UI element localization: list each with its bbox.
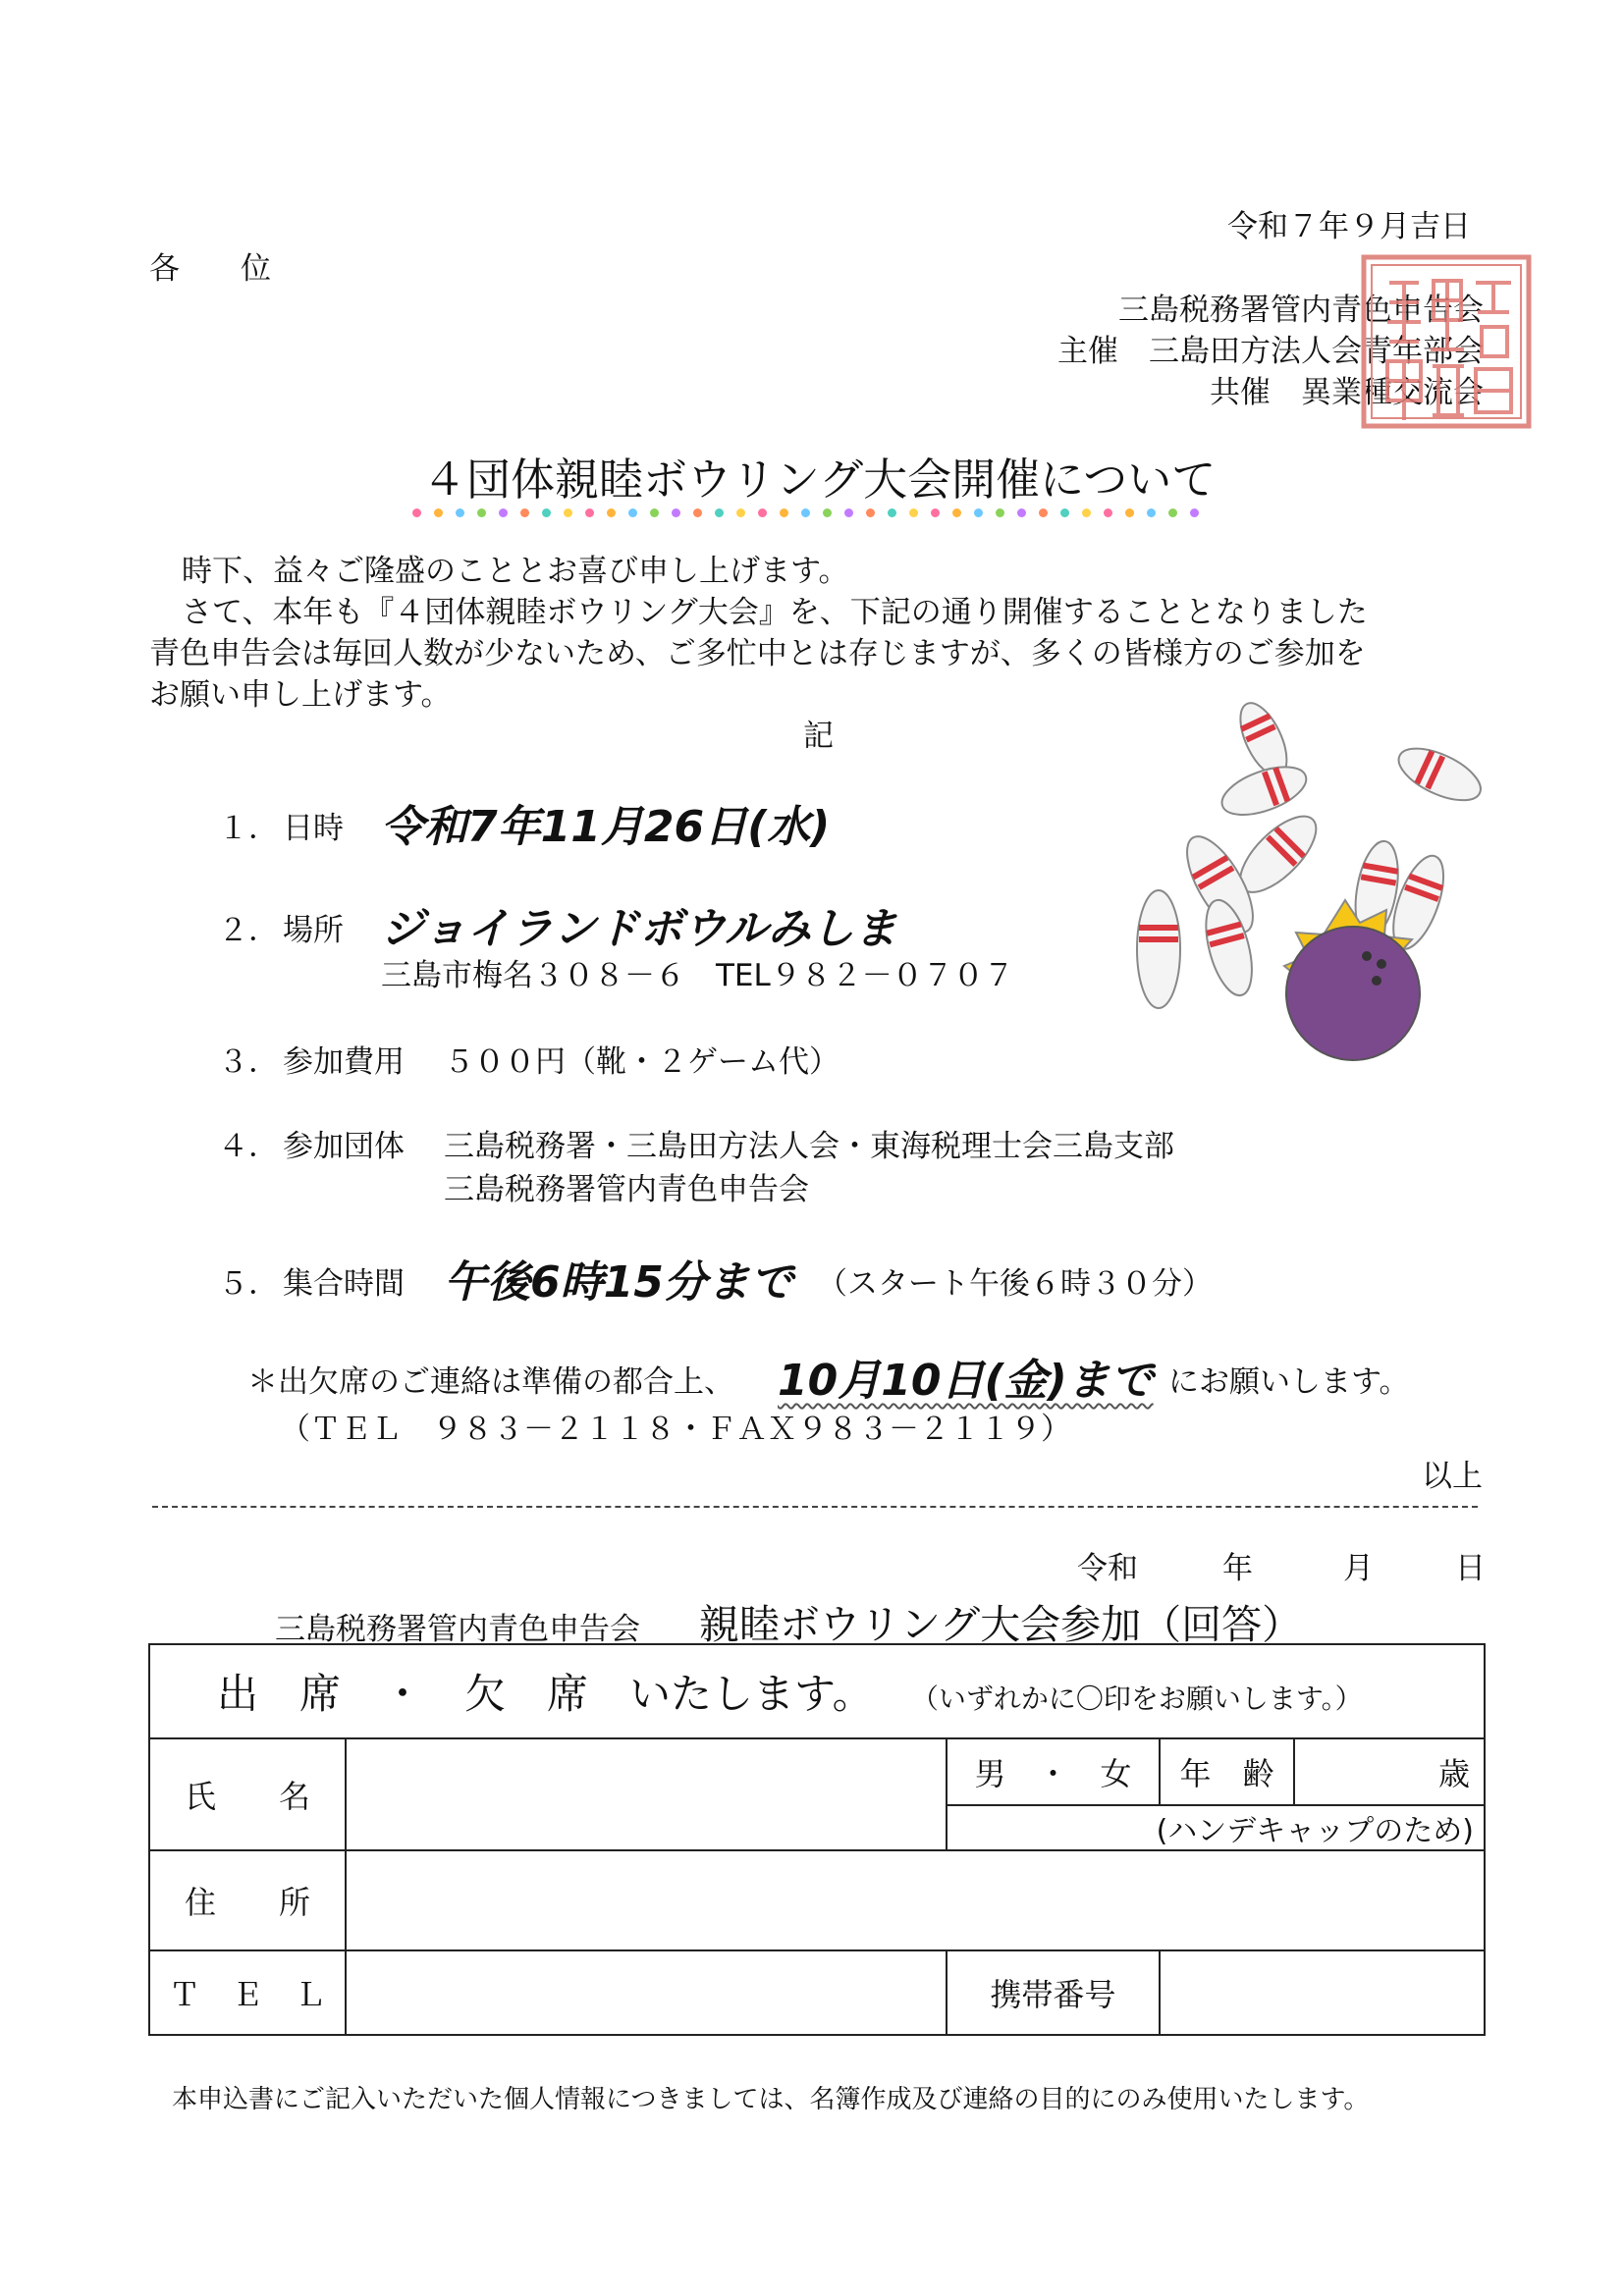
title-dot xyxy=(499,508,508,517)
name-field[interactable] xyxy=(346,1738,947,1850)
rsvp-contact: （ＴＥＬ ９８３－２１１８・ＦＡＸ９８３－２１１９） xyxy=(280,1412,1071,1447)
reply-date-year: 年 xyxy=(1222,1551,1253,1586)
greeting-paragraph-3: 青色申告会は毎回人数が少ないため、ご多忙中とは存じますが、多くの皆様方のご参加を xyxy=(149,636,1366,671)
rsvp-notice-suffix: にお願いします。 xyxy=(1168,1364,1410,1400)
title-dot xyxy=(1168,508,1177,517)
title-dot xyxy=(1125,508,1134,517)
bowling-illustration xyxy=(1100,699,1492,1101)
title-dot xyxy=(1104,508,1112,517)
title-dot xyxy=(434,508,443,517)
title-dot xyxy=(1060,508,1069,517)
end-mark: 以上 xyxy=(1422,1459,1483,1494)
document-title: ４団体親睦ボウリング大会開催について xyxy=(422,454,1217,506)
gathering-time: 午後6時15分まで xyxy=(444,1257,793,1308)
tel-field[interactable] xyxy=(346,1950,947,2035)
title-dot xyxy=(866,508,875,517)
title-dot xyxy=(456,508,464,517)
organizer-1: 三島税務署管内青色申告会 xyxy=(1118,293,1484,328)
title-dot xyxy=(564,508,572,517)
title-dot xyxy=(888,508,896,517)
title-dot xyxy=(1082,508,1091,517)
title-dot xyxy=(693,508,702,517)
tel-label: Ｔ Ｅ Ｌ xyxy=(149,1950,346,2035)
item-5-number: ５． xyxy=(218,1266,279,1302)
title-dot xyxy=(412,508,421,517)
organizer-3: 共催 異業種交流会 xyxy=(1210,375,1484,410)
ki-heading: 記 xyxy=(803,719,834,754)
participation-fee: ５００円（靴・２ゲーム代） xyxy=(444,1044,839,1080)
title-dot xyxy=(477,508,486,517)
title-dot xyxy=(628,508,637,517)
title-dot xyxy=(520,508,529,517)
title-dot xyxy=(780,508,788,517)
privacy-note: 本申込書にご記入いただいた個人情報につきましては、名簿作成及び連絡の目的にのみ使用いたします。 xyxy=(172,2085,1370,2114)
title-dot xyxy=(974,508,983,517)
reply-date-month: 月 xyxy=(1343,1551,1374,1586)
title-dot xyxy=(1147,508,1156,517)
title-dot xyxy=(801,508,810,517)
title-dot xyxy=(823,508,832,517)
title-dot xyxy=(542,508,551,517)
title-dot xyxy=(996,508,1004,517)
start-time-note: （スタート午後６時３０分） xyxy=(817,1266,1213,1302)
item-5-label: 集合時間 xyxy=(283,1266,405,1302)
item-4-number: ４． xyxy=(218,1129,279,1164)
cut-line xyxy=(152,1506,1478,1508)
title-dot xyxy=(844,508,853,517)
item-2-number: ２． xyxy=(218,913,279,948)
title-dot xyxy=(1017,508,1026,517)
seal-stamp xyxy=(1360,253,1533,430)
address-label: 住 所 xyxy=(149,1850,346,1950)
item-3-label: 参加費用 xyxy=(283,1044,405,1080)
attendance-choice[interactable]: 出 席 ・ 欠 席 いたします。 xyxy=(217,1670,874,1718)
title-dot xyxy=(952,508,961,517)
title-dot xyxy=(1190,508,1199,517)
title-dot xyxy=(758,508,767,517)
address-field[interactable] xyxy=(346,1850,1485,1950)
title-dot xyxy=(931,508,940,517)
venue-name: ジョイランドボウルみしま xyxy=(381,904,897,954)
reply-date-day: 日 xyxy=(1455,1551,1486,1586)
participating-groups-1: 三島税務署・三島田方法人会・東海税理士会三島支部 xyxy=(444,1129,1174,1164)
attendance-row[interactable] xyxy=(149,1644,1485,1738)
issue-date: 令和７年９月吉日 xyxy=(1227,209,1471,244)
handicap-note: (ハンデキャップのため) xyxy=(947,1805,1485,1850)
reply-form xyxy=(148,1643,1486,2036)
rsvp-deadline: 10月10日(金)まで xyxy=(778,1356,1154,1406)
age-label: 年 齢 xyxy=(1160,1738,1294,1805)
item-3-number: ３． xyxy=(218,1044,279,1080)
title-dot xyxy=(607,508,616,517)
title-dot xyxy=(715,508,724,517)
gender-choice[interactable]: 男 ・ 女 xyxy=(947,1738,1160,1805)
item-4-label: 参加団体 xyxy=(283,1129,405,1164)
title-dot-underline xyxy=(412,503,1212,521)
mobile-field[interactable] xyxy=(1160,1950,1485,2035)
item-2-label: 場所 xyxy=(283,913,344,948)
greeting-paragraph-4: お願い申し上げます。 xyxy=(149,677,452,713)
title-dot xyxy=(650,508,659,517)
age-field[interactable]: 歳 xyxy=(1294,1738,1485,1805)
title-dot xyxy=(1039,508,1048,517)
greeting-paragraph-1: 時下、益々ご隆盛のこととお喜び申し上げます。 xyxy=(182,554,849,589)
addressee: 各 位 xyxy=(149,251,271,287)
mobile-label: 携帯番号 xyxy=(947,1950,1160,2035)
reply-title: 親睦ボウリング大会参加（回答） xyxy=(699,1601,1303,1648)
title-dot xyxy=(909,508,918,517)
event-date: 令和7年11月26日(水) xyxy=(381,802,831,852)
title-dot xyxy=(736,508,745,517)
title-dot xyxy=(585,508,594,517)
greeting-paragraph-2: さて、本年も『４団体親睦ボウリング大会』を、下記の通り開催することとなりました xyxy=(182,595,1368,630)
participating-groups-2: 三島税務署管内青色申告会 xyxy=(444,1172,809,1207)
name-label: 氏 名 xyxy=(149,1738,346,1850)
reply-title-org: 三島税務署管内青色申告会 xyxy=(275,1612,640,1647)
attendance-note: （いずれかに〇印をお願いします。） xyxy=(910,1682,1363,1715)
reply-date-era: 令和 xyxy=(1077,1551,1138,1586)
item-1-label: 日時 xyxy=(283,811,344,846)
title-dot xyxy=(672,508,680,517)
item-1-number: １． xyxy=(218,811,279,846)
organizer-2: 主催 三島田方法人会青年部会 xyxy=(1057,334,1484,369)
venue-address: 三島市梅名３０８－６ TEL９８２－０７０７ xyxy=(381,958,1014,993)
rsvp-notice-prefix: ＊出欠席のご連絡は準備の都合上、 xyxy=(247,1364,734,1400)
